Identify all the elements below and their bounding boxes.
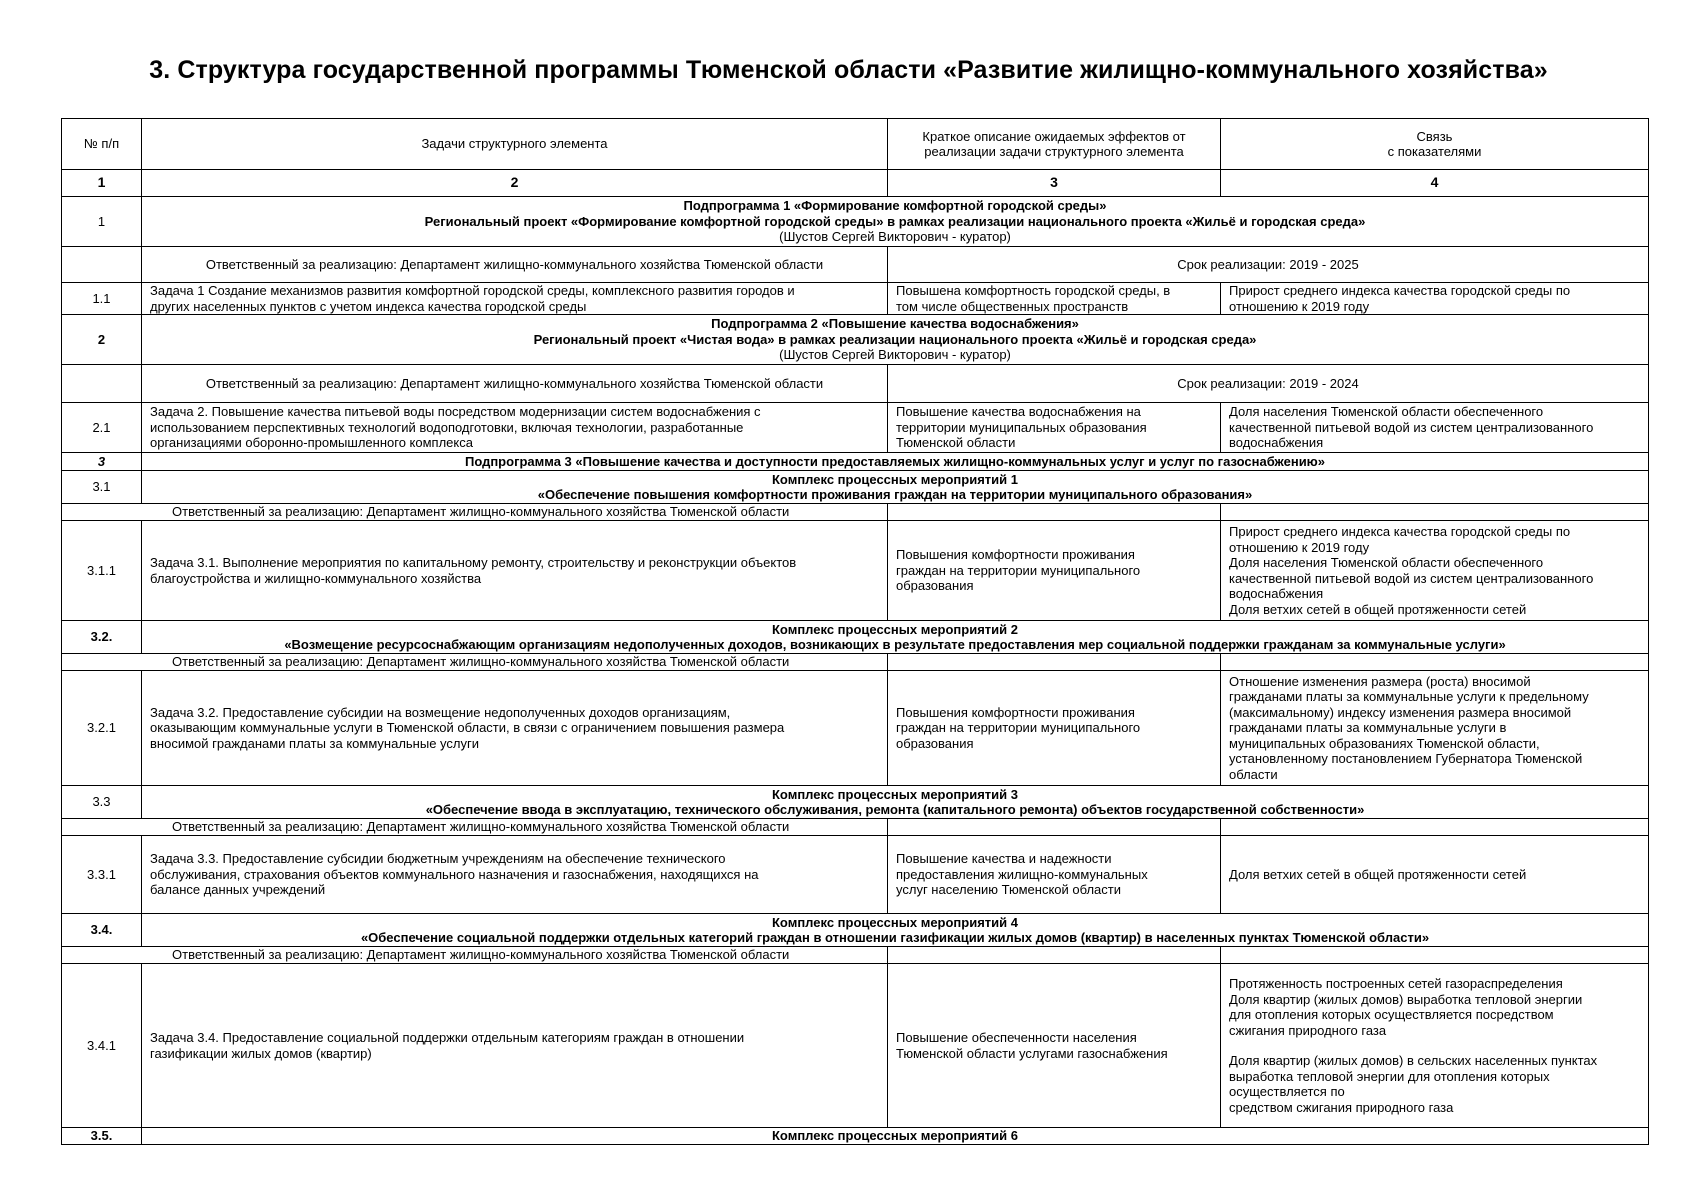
section-title-line: Комплекс процессных мероприятий 2	[772, 621, 1018, 637]
effect-line: граждан на территории муниципального	[896, 720, 1141, 736]
task-line: вносимой гражданами платы за коммунальные услуги	[150, 735, 479, 751]
task-line: Задача 3.4. Предоставление социальной поддержки отдельным категориям граждан в отношении	[150, 1030, 745, 1045]
section-title	[142, 786, 1649, 819]
effect-line: Повышения комфортности проживания	[896, 547, 1135, 563]
table-header-row	[62, 119, 1649, 170]
section-title-line: Комплекс процессных мероприятий 3	[772, 786, 1018, 802]
header-effects	[888, 119, 1221, 170]
table-row	[62, 671, 1649, 786]
responsible-row	[62, 654, 1649, 671]
link-text	[1221, 671, 1649, 786]
effect-line: граждан на территории муниципального	[896, 562, 1141, 578]
effect-line: том числе общественных пространств	[896, 298, 1129, 314]
section-row	[62, 315, 1649, 365]
task-text	[142, 521, 888, 621]
responsible-row	[62, 819, 1649, 836]
section-row	[62, 471, 1649, 504]
section-title-line: Региональный проект «Чистая вода» в рамках реализации национального проекта «Жильё и городская среда»	[533, 331, 1257, 347]
column-number: 4	[1221, 170, 1649, 197]
link-text	[1221, 521, 1649, 621]
term: Срок реализации: 2019 - 2025	[888, 247, 1649, 283]
section-title-line: Комплекс процессных мероприятий 4	[772, 914, 1018, 930]
effect-line: Повышена комфортность городской среды, в	[896, 283, 1171, 298]
section-title-line: Комплекс процессных мероприятий 1	[772, 471, 1018, 487]
task-line: Задача 3.3. Предоставление субсидии бюджетным учреждениям на обеспечение технического	[150, 851, 726, 867]
task-line: Задача 3.2. Предоставление субсидии на возмещение недополученных доходов организациям,	[150, 704, 731, 720]
effect-line: образования	[896, 578, 974, 594]
link-line: отношению к 2019 году	[1229, 298, 1370, 314]
table-row	[62, 521, 1649, 621]
link-line: Доля ветхих сетей в общей протяженности сетей	[1229, 601, 1527, 617]
effect-text	[888, 836, 1221, 914]
row-number: 2.1	[62, 403, 142, 453]
task-line: Задача 2. Повышение качества питьевой воды посредством модернизации систем водоснабжения с	[150, 404, 761, 420]
effect-line: Повышение качества водоснабжения на	[896, 404, 1141, 420]
section-row	[62, 621, 1649, 654]
effect-text	[888, 964, 1221, 1128]
row-number: 2	[62, 315, 142, 365]
responsible-row	[62, 504, 1649, 521]
link-line: (максимальному) индексу изменения размера вносимой	[1229, 704, 1572, 720]
row-number: 3.4.1	[62, 964, 142, 1128]
page-title: 3. Структура государственной программы Тюменской области «Развитие жилищно-коммунального хозяйства»	[149, 56, 1548, 84]
link-line: Доля квартир (жилых домов) выработка тепловой энергии	[1229, 991, 1583, 1007]
header-link-line: с показателями	[1387, 144, 1482, 159]
responsible-row	[62, 947, 1649, 964]
effect-line: Тюменской области	[896, 435, 1016, 451]
link-line: качественной питьевой водой из систем централизованного	[1229, 419, 1594, 435]
section-title-line: «Обеспечение социальной поддержки отдельных категорий граждан в отношении газификации жилых домов (квартир) в населенных пунктах Тюменской области»	[360, 930, 1430, 945]
link-line: Прирост среднего индекса качества городской среды по	[1229, 524, 1571, 539]
section-title-line: «Обеспечение повышения комфортности проживания граждан на территории муниципального образования»	[537, 487, 1253, 502]
table-row	[62, 283, 1649, 315]
row-number: 3.1.1	[62, 521, 142, 621]
curator: (Шустов Сергей Викторович - куратор)	[779, 229, 1011, 245]
responsible-row	[62, 365, 1649, 403]
column-numbers-row	[62, 170, 1649, 197]
table-row	[62, 836, 1649, 914]
section-title-line: «Обеспечение ввода в эксплуатацию, технического обслуживания, ремонта (капитального ремонта) объектов государственной собственности»	[425, 802, 1365, 817]
effect-line: территории муниципальных образования	[896, 419, 1147, 435]
link-line: Прирост среднего индекса качества городской среды по	[1229, 283, 1571, 298]
row-number: 3.3.1	[62, 836, 142, 914]
effect-line: услуг населению Тюменской области	[896, 882, 1121, 898]
section-title-line: Подпрограмма 1 «Формирование комфортной городской среды»	[683, 198, 1107, 214]
row-number: 3.4.	[62, 914, 142, 947]
section-title	[142, 471, 1649, 504]
link-line: отношению к 2019 году	[1229, 539, 1370, 555]
section-title	[142, 197, 1649, 247]
link-line: Доля населения Тюменской области обеспеченного	[1229, 555, 1544, 570]
row-number: 3.5.	[62, 1128, 142, 1145]
task-text	[142, 964, 888, 1128]
header-effects-line: реализации задачи структурного элемента	[924, 144, 1184, 159]
column-number: 2	[142, 170, 888, 197]
link-line: области	[1229, 766, 1278, 782]
row-number: 3.2.	[62, 621, 142, 654]
link-line: Доля ветхих сетей в общей протяженности сетей	[1229, 866, 1527, 882]
table-row	[62, 964, 1649, 1128]
section-row	[62, 786, 1649, 819]
link-text	[1221, 403, 1649, 453]
link-line: средством сжигания природного газа	[1229, 1099, 1454, 1115]
task-line: газификации жилых домов (квартир)	[150, 1045, 372, 1061]
effect-line: Тюменской области услугами газоснабжения	[896, 1045, 1168, 1061]
section-title	[142, 914, 1649, 947]
link-line: осуществляется по	[1229, 1084, 1345, 1099]
effect-text	[888, 671, 1221, 786]
task-line: благоустройства и жилищно-коммунального хозяйства	[150, 570, 482, 586]
task-text	[142, 671, 888, 786]
section-row	[62, 914, 1649, 947]
section-title	[142, 315, 1649, 365]
table-row	[62, 403, 1649, 453]
task-line: других населенных пунктов с учетом индекса качества городской среды	[150, 298, 587, 314]
curator: (Шустов Сергей Викторович - куратор)	[779, 347, 1011, 363]
header-link	[1221, 119, 1649, 170]
task-line: обслуживания, страхования объектов коммунального назначения и газоснабжения, находящихся на	[150, 866, 759, 882]
link-line: Отношение изменения размера (роста) вносимой	[1229, 673, 1531, 689]
link-line: водоснабжения	[1229, 435, 1324, 451]
link-line: муниципальных образованиях Тюменской области,	[1229, 735, 1540, 751]
link-text	[1221, 283, 1649, 315]
responsible: Ответственный за реализацию: Департамент жилищно-коммунального хозяйства Тюменской области	[62, 819, 888, 836]
section-title-line: Региональный проект «Формирование комфортной городской среды» в рамках реализации национального проекта «Жильё и городская среда»	[424, 213, 1366, 229]
link-line: Доля квартир (жилых домов) в сельских населенных пунктах	[1229, 1053, 1598, 1068]
section-title	[142, 621, 1649, 654]
link-line: установленному постановлением Губернатора Тюменской	[1229, 751, 1583, 767]
effect-line: предоставления жилищно-коммунальных	[896, 866, 1148, 882]
responsible: Ответственный за реализацию: Департамент жилищно-коммунального хозяйства Тюменской области	[62, 504, 888, 521]
responsible-row	[62, 247, 1649, 283]
responsible: Ответственный за реализацию: Департамент жилищно-коммунального хозяйства Тюменской области	[62, 654, 888, 671]
row-number: 3.3	[62, 786, 142, 819]
responsible: Ответственный за реализацию: Департамент жилищно-коммунального хозяйства Тюменской области	[142, 365, 888, 403]
row-number: 3.1	[62, 471, 142, 504]
header-num: № п/п	[62, 119, 142, 170]
effect-text	[888, 521, 1221, 621]
link-line: выработка тепловой энергии для отопления которых	[1229, 1068, 1550, 1084]
link-line: гражданами платы за коммунальные услуги к предельному	[1229, 689, 1589, 705]
link-line: водоснабжения	[1229, 586, 1324, 601]
responsible: Ответственный за реализацию: Департамент жилищно-коммунального хозяйства Тюменской области	[62, 947, 888, 964]
section-title: Подпрограмма 3 «Повышение качества и доступности предоставляемых жилищно-коммунальных услуг и услуг по газоснабжению»	[142, 453, 1649, 471]
task-line: Задача 1 Создание механизмов развития комфортной городской среды, комплексного развития городов и	[150, 283, 795, 298]
header-link-line: Связь	[1416, 128, 1453, 144]
program-structure-table	[61, 118, 1649, 1145]
link-line: сжигания природного газа	[1229, 1022, 1387, 1038]
row-number: 3.2.1	[62, 671, 142, 786]
link-text	[1221, 964, 1649, 1128]
column-number: 1	[62, 170, 142, 197]
header-tasks: Задачи структурного элемента	[142, 119, 888, 170]
section-title: Комплекс процессных мероприятий 6	[142, 1128, 1649, 1145]
effect-line: Повышение качества и надежности	[896, 851, 1112, 867]
link-line: для отопления которых осуществляется посредством	[1229, 1007, 1554, 1022]
column-number: 3	[888, 170, 1221, 197]
term: Срок реализации: 2019 - 2024	[888, 365, 1649, 403]
effect-line: Повышения комфортности проживания	[896, 704, 1135, 720]
link-line: гражданами платы за коммунальные услуги в	[1229, 720, 1507, 736]
task-text	[142, 403, 888, 453]
link-text	[1221, 836, 1649, 914]
link-line: Протяженность построенных сетей газораспределения	[1229, 976, 1563, 991]
task-line: балансе данных учреждений	[150, 882, 326, 898]
task-line: оказывающим коммунальные услуги в Тюменской области, в связи с ограничением повышения размера	[150, 720, 785, 736]
section-title-line: Подпрограмма 2 «Повышение качества водоснабжения»	[711, 316, 1079, 332]
task-text	[142, 283, 888, 315]
section-row	[62, 1128, 1649, 1145]
effect-line: Повышение обеспеченности населения	[896, 1030, 1137, 1045]
task-text	[142, 836, 888, 914]
row-number: 1.1	[62, 283, 142, 315]
section-title-line: «Возмещение ресурсоснабжающим организациям недополученных доходов, возникающих в результате предоставления мер социальной поддержки гражданам за коммунальные услуги»	[284, 637, 1506, 652]
header-effects-line: Краткое описание ожидаемых эффектов от	[922, 128, 1186, 144]
responsible: Ответственный за реализацию: Департамент жилищно-коммунального хозяйства Тюменской области	[142, 247, 888, 283]
section-row	[62, 197, 1649, 247]
link-line: Доля населения Тюменской области обеспеченного	[1229, 404, 1544, 420]
task-line: Задача 3.1. Выполнение мероприятия по капитальному ремонту, строительству и реконструкции объектов	[150, 555, 797, 570]
section-row	[62, 453, 1649, 471]
link-line: качественной питьевой водой из систем централизованного	[1229, 570, 1594, 586]
effect-line: образования	[896, 735, 974, 751]
effect-text	[888, 283, 1221, 315]
task-line: организациями оборонно-промышленного комплекса	[150, 435, 473, 451]
task-line: использованием перспективных технологий водоподготовки, включая технологии, разработанные	[150, 419, 744, 435]
row-number: 1	[62, 197, 142, 247]
effect-text	[888, 403, 1221, 453]
row-number: 3	[62, 453, 142, 471]
